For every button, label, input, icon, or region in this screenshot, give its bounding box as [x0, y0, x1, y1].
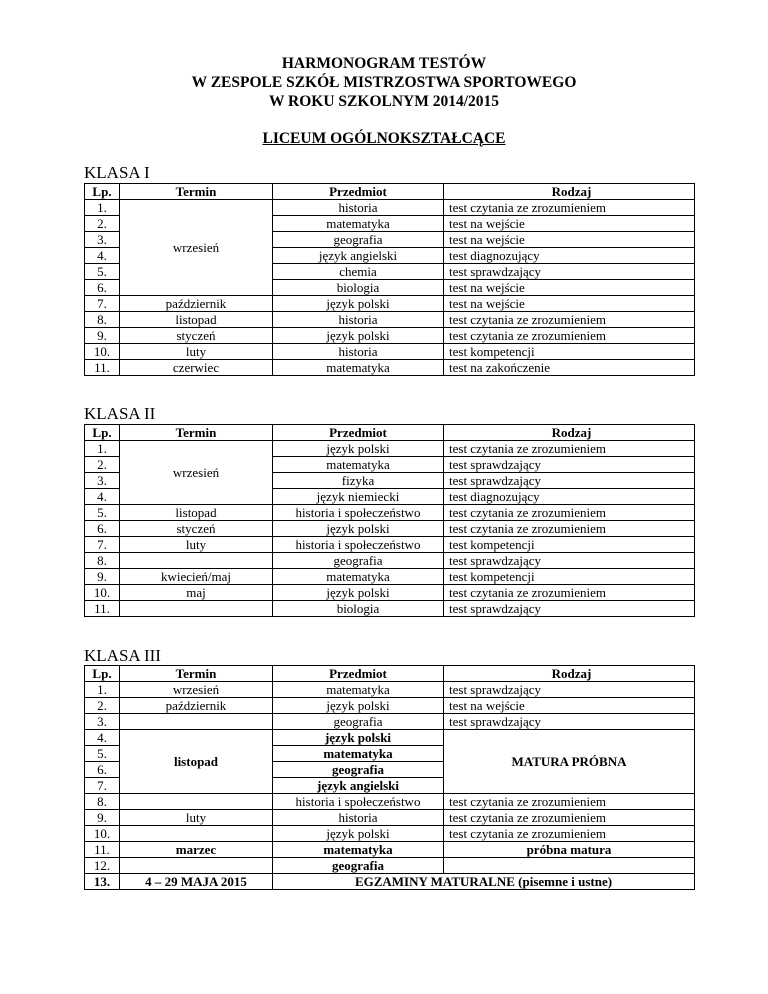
- col-lp: Lp.: [85, 666, 120, 682]
- table-row: 10. język polski test czytania ze zrozumieniem: [85, 826, 695, 842]
- klasa-2-heading: KLASA II: [84, 404, 156, 423]
- table-header-row: [85, 666, 695, 682]
- table-row: 11. czerwiec matematyka test na zakończenie: [85, 360, 695, 376]
- col-przedmiot: Przedmiot: [273, 425, 444, 441]
- table-row: 2. matematyka test sprawdzający: [85, 457, 695, 473]
- klasa-3-heading: KLASA III: [84, 646, 161, 665]
- table-row: 6. biologia test na wejście: [85, 280, 695, 296]
- klasa-1-table: [84, 183, 695, 376]
- matura-probna: MATURA PRÓBNA: [444, 730, 695, 794]
- title-line-3: W ROKU SZKOLNYM 2014/2015: [268, 93, 500, 110]
- table-row: 9. luty historia test czytania ze zrozumieniem: [85, 810, 695, 826]
- document-title: [0, 54, 768, 111]
- klasa-1-heading: KLASA I: [84, 163, 150, 182]
- table-row: 11. biologia test sprawdzający: [85, 601, 695, 617]
- col-rodzaj: Rodzaj: [444, 184, 695, 200]
- col-termin: Termin: [120, 425, 273, 441]
- table-row: 6. styczeń język polski test czytania ze zrozumieniem: [85, 521, 695, 537]
- col-lp: Lp.: [85, 425, 120, 441]
- table-row: 3. geografia test sprawdzający: [85, 714, 695, 730]
- table-row: 7. październik język polski test na wejście: [85, 296, 695, 312]
- table-row: 5. matematyka: [85, 746, 695, 762]
- table-row: 1. wrzesień matematyka test sprawdzający: [85, 682, 695, 698]
- table-row: 9. kwiecień/maj matematyka test kompetencji: [85, 569, 695, 585]
- table-row: 7. język angielski: [85, 778, 695, 794]
- termin-merged: wrzesień: [120, 441, 273, 505]
- egzaminy-maturalne: EGZAMINY MATURALNE (pisemne i ustne): [273, 874, 695, 890]
- col-rodzaj: Rodzaj: [444, 666, 695, 682]
- klasa-3-table: [84, 665, 695, 890]
- document-subtitle: LICEUM OGÓLNOKSZTAŁCĄCE: [262, 130, 506, 147]
- klasa-2-table: [84, 424, 695, 617]
- termin-listopad: listopad: [120, 730, 273, 794]
- table-header-row: [85, 184, 695, 200]
- col-termin: Termin: [120, 184, 273, 200]
- table-row: 8. geografia test sprawdzający: [85, 553, 695, 569]
- table-row: 9. styczeń język polski test czytania ze zrozumieniem: [85, 328, 695, 344]
- table-row: 4. język niemiecki test diagnozujący: [85, 489, 695, 505]
- table-row: 10. luty historia test kompetencji: [85, 344, 695, 360]
- table-row: 13. 4 – 29 MAJA 2015 EGZAMINY MATURALNE (pisemne i ustne): [85, 874, 695, 890]
- table-row: 11. marzec matematyka próbna matura: [85, 842, 695, 858]
- table-row: 5. listopad historia i społeczeństwo test czytania ze zrozumieniem: [85, 505, 695, 521]
- table-row: 2. matematyka test na wejście: [85, 216, 695, 232]
- table-row: 1. wrzesień historia test czytania ze zrozumieniem: [85, 200, 695, 216]
- table-row: 6. geografia: [85, 762, 695, 778]
- table-row: 4. język angielski test diagnozujący: [85, 248, 695, 264]
- col-przedmiot: Przedmiot: [273, 666, 444, 682]
- table-row: 10. maj język polski test czytania ze zrozumieniem: [85, 585, 695, 601]
- title-line-2: W ZESPOLE SZKÓŁ MISTRZOSTWA SPORTOWEGO: [191, 74, 577, 91]
- col-przedmiot: Przedmiot: [273, 184, 444, 200]
- table-row: 2. październik język polski test na wejście: [85, 698, 695, 714]
- table-row: 5. chemia test sprawdzający: [85, 264, 695, 280]
- table-row: 4. listopad język polski MATURA PRÓBNA: [85, 730, 695, 746]
- table-header-row: [85, 425, 695, 441]
- title-line-1: HARMONOGRAM TESTÓW: [281, 55, 487, 72]
- table-row: 7. luty historia i społeczeństwo test kompetencji: [85, 537, 695, 553]
- table-row: 3. fizyka test sprawdzający: [85, 473, 695, 489]
- col-rodzaj: Rodzaj: [444, 425, 695, 441]
- table-row: 1. wrzesień język polski test czytania ze zrozumieniem: [85, 441, 695, 457]
- table-row: 8. historia i społeczeństwo test czytania ze zrozumieniem: [85, 794, 695, 810]
- col-termin: Termin: [120, 666, 273, 682]
- table-row: 8. listopad historia test czytania ze zrozumieniem: [85, 312, 695, 328]
- table-row: 12. geografia: [85, 858, 695, 874]
- table-row: 3. geografia test na wejście: [85, 232, 695, 248]
- col-lp: Lp.: [85, 184, 120, 200]
- termin-merged: wrzesień: [120, 200, 273, 296]
